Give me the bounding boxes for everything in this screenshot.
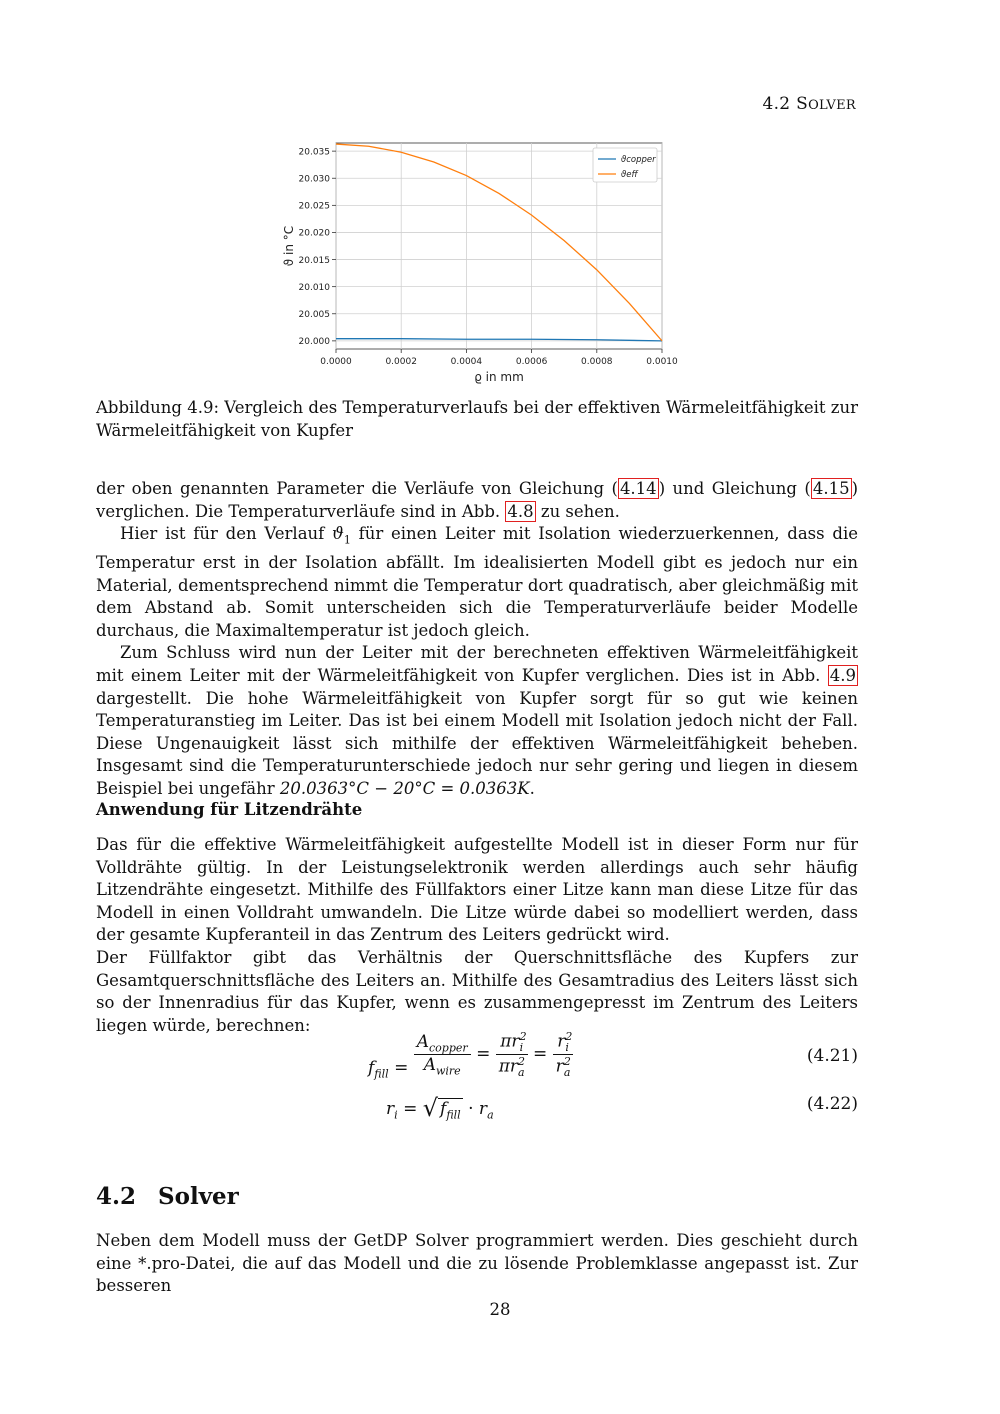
equals-sign: = [403,1099,418,1119]
section-title: Solver [158,1183,239,1210]
eq-symbol: r [555,1056,564,1077]
x-tick-label: 0.0006 [515,357,548,367]
eq-symbol: π [498,1056,510,1077]
eq-superscript: 2 [518,1055,526,1069]
theta-symbol: ϑ [332,524,344,544]
eq-symbol: f [368,1058,375,1079]
eq-symbol: A [423,1055,436,1076]
equation-number: (4.21) [806,1046,858,1066]
x-axis-label: ϱ in mm [474,370,524,384]
text-span: der oben genannten Parameter die Verläufe von Gleichung ( [96,479,618,498]
figure-caption: Abbildung 4.9: Vergleich des Temperaturverlaufs bei der effektiven Wärmeleitfähigkeit zur Wärmeleitfähigkeit von Kupfer [96,398,858,440]
eq-lhs [368,1058,389,1081]
y-tick-label: 20.025 [298,201,330,212]
text-span: . [529,779,535,799]
eq-subscript: copper [429,1041,468,1055]
eq-symbol: A [416,1031,430,1052]
y-tick-label: 20.035 [298,147,330,158]
text-span: zu sehen. [535,501,620,521]
eq-symbol: π [500,1031,512,1052]
numerator [496,1030,528,1055]
inline-math: 20.0363°C − 20°C = 0.0363K [279,779,530,799]
figure-link-4-8[interactable]: 4.8 [507,501,534,521]
legend-label: ϑeff [621,170,638,180]
eq-subscript: fill [446,1108,461,1122]
x-tick-label: 0.0008 [581,357,613,367]
y-axis-label: ϑ in °C [282,225,296,267]
page-number: 28 [489,1300,511,1319]
dot-operator: · [468,1099,474,1119]
numerator [414,1032,471,1055]
subsection-heading: Anwendung für Litzendrähte [96,800,363,819]
sqrt-content [438,1098,463,1122]
equation-4-22 [96,1088,858,1124]
numerator [553,1030,574,1055]
header-title [796,94,856,114]
eq-subscript: i [394,1108,398,1122]
y-tick-label: 20.000 [298,337,330,348]
section-number: 4.2 [96,1183,137,1210]
header-section-number: 4.2 [762,94,791,114]
paragraph-5: Der Füllfaktor gibt das Verhältnis der Querschnittsfläche des Kupfers zur Gesamtquerschnittsfläche des Leiters an. Mithilfe des Gesamtradius des Leiters lässt sich so der Innenradius für das Kupfer, wenn es zusammengepresst im Zentrum des Leiters liegen würde, berechnen: [96,947,858,1035]
equals-sign: = [533,1044,548,1065]
running-header [762,94,856,114]
eq-symbol: r [509,1056,519,1077]
text-span: ) verglichen. Die Temperaturverläufe sind in Abb. [96,479,859,521]
body-text-3 [96,1230,858,1298]
eq-subscript: a [563,1066,571,1080]
fraction-pi [496,1030,528,1079]
temperature-chart [278,140,678,385]
eq-superscript: 2 [565,1030,573,1043]
denominator [414,1055,471,1077]
text-span: ) und Gleichung ( [658,479,811,498]
eq-subscript: i [565,1041,569,1055]
eq-symbol: r [511,1031,520,1052]
y-tick-label: 20.005 [298,309,330,320]
equation-link-4-14[interactable]: 4.14 [619,479,657,498]
paragraph-2 [96,523,858,642]
text-span: dargestellt. Die hohe Wärmeleitfähigkeit von Kupfer sorgt für so gut wie keinen Temperaturanstieg im Leiter. Das ist bei einem Modell mit Isolation jedoch nicht der Fall. Diese Ungenauigkeit lässt sich mithilfe der effektiven Wärmeleitfähigkeit beheben. Insgesamt sind die Temperaturunterschiede jedoch nur sehr gering und liegen in diesem Beispiel bei ungefähr [96,688,858,799]
y-tick-label: 20.030 [298,174,330,185]
header-title-rest: OLVER [808,98,856,113]
equation-number: (4.22) [806,1094,858,1114]
fraction-area [414,1032,471,1078]
paragraph-4: Das für die effektive Wärmeleitfähigkeit aufgestellte Modell ist in dieser Form nur für Volldrähte gültig. In der Leistungselektronik werden allerdings auch sehr häufig Litzendrähte eingesetzt. Mithilfe des Füllfaktors einer Litze kann man diese Litze für das Modell in einen Volldraht umwandeln. Die Litze würde dabei so modelliert werden, dass der gesamte Kupferanteil in das Zentrum des Leiters gedrückt wird. [96,835,858,945]
figure-link-4-9[interactable]: 4.9 [829,666,856,686]
text-span: Hier ist für den Verlauf [120,524,333,544]
equals-sign: = [394,1058,409,1079]
equation-4-21 [96,1030,858,1086]
x-tick-label: 0.0010 [646,357,678,367]
section-heading [96,1183,239,1210]
y-tick-label: 20.010 [298,282,330,293]
eq-symbol: r [478,1099,488,1119]
eq-symbol: r [386,1099,395,1119]
fraction-r [553,1030,574,1079]
y-tick-label: 20.015 [298,255,330,266]
body-text-2 [96,834,858,1037]
denominator [553,1055,574,1079]
sqrt-sign: √ [422,1094,439,1122]
equals-sign: = [476,1044,491,1065]
eq-superscript: 2 [519,1030,527,1043]
paragraph-3 [96,642,858,800]
x-tick-label: 0.0002 [385,357,417,367]
x-tick-label: 0.0000 [320,357,352,367]
text-span: für einen Leiter mit Isolation wiederzuerkennen, dass die Temperatur erst in der Isolation abfällt. Im idealisierten Modell gibt es jedoch nur ein Material, dementsprechend nimmt die Temperatur dort quadratisch, aber gleichmäßig mit dem Abstand ab. Somit unterscheiden sich die Temperaturverläufe beider Modelle durchaus, die Maximaltemperatur ist jedoch gleich. [96,524,858,640]
eq-symbol: f [440,1099,447,1119]
eq-subscript: i [519,1041,524,1055]
eq-subscript: fill [374,1067,389,1081]
eq-superscript: 2 [563,1055,571,1069]
equation-4-22-math [386,1092,494,1121]
y-tick-label: 20.020 [298,228,330,239]
equation-4-21-math [368,1030,573,1079]
body-text [96,478,858,801]
denominator [496,1055,528,1079]
legend-label: ϑcopper [621,155,656,165]
eq-symbol: r [557,1031,566,1052]
paragraph-6: Neben dem Modell muss der GetDP Solver programmiert werden. Dies geschieht durch eine *.pro-Datei, die auf das Modell und die zu lösende Problemklasse angepasst ist. Zur besseren [96,1231,858,1296]
eq-subscript: a [518,1066,525,1080]
x-tick-label: 0.0004 [450,357,483,367]
paragraph-1 [96,478,858,523]
theta-subscript: 1 [343,533,351,547]
text-span: Zum Schluss wird nun der Leiter mit der berechneten effektiven Wärmeleitfähigkeit mit einem Leiter mit der Wärmeleitfähigkeit von Kupfer verglichen. Dies ist in Abb. [96,643,858,686]
eq-subscript: a [487,1108,494,1122]
equation-link-4-15[interactable]: 4.15 [812,479,850,498]
eq-subscript: wire [435,1064,461,1078]
header-title-initial: S [796,94,809,114]
